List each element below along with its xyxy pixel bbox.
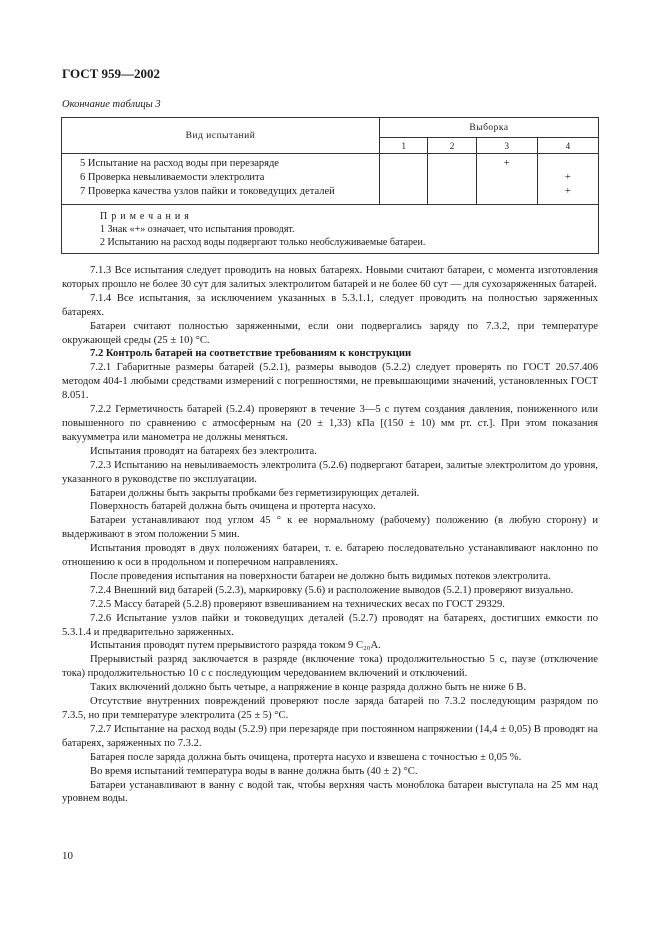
body-text bbox=[62, 264, 598, 806]
mark: + bbox=[503, 158, 510, 169]
col-sample-4: 4 bbox=[537, 138, 598, 154]
sample-3-marks bbox=[476, 154, 537, 205]
paragraph: Поверхность батарей должна быть очищена и протерта насухо. bbox=[90, 501, 376, 513]
paragraph: Таких включений должно быть четыре, а напряжение в конце разряда должно быть не ниже 6 В. bbox=[90, 682, 527, 694]
paragraph: Батареи считают полностью заряженными, если они подвергались заряду по 7.3.2, при температуре окружающей среды (25 ± 10) °С. bbox=[62, 320, 598, 346]
mark bbox=[428, 157, 475, 171]
paragraph: Испытания проводят путем прерывистого разряда током 9 C₂₀A. bbox=[90, 640, 381, 652]
paragraph: 7.2.4 Внешний вид батарей (5.2.3), маркировку (5.6) и расположение выводов (5.2.1) проверяют визуально. bbox=[90, 584, 574, 596]
paragraph: Испытания проводят на батареях без электролита. bbox=[90, 445, 317, 457]
section-heading: 7.2 Контроль батарей на соответствие требованиям к конструкции bbox=[90, 348, 412, 360]
paragraph: 7.2.1 Габаритные размеры батарей (5.2.1), размеры выводов (5.2.2) следует проверять по ГОСТ 20.57.406 методом 404-1 любыми средствами измерений с погрешностями, не превышающими значений, установленных ГОСТ 8.051. bbox=[62, 362, 598, 402]
table-row: 6 Проверка невыливаемости электролита bbox=[80, 172, 265, 183]
paragraph: Батарея после заряда должна быть очищена, протерта насухо и взвешена с точностью ± 0,05 %. bbox=[90, 751, 522, 763]
page-number: 10 bbox=[62, 850, 73, 862]
paragraph: Прерывистый разряд заключается в разряде (включение тока) продолжительностью 5 с, паузе (отключение тока) продолжительностью 10 с с последующим чередованием включений и отключений. bbox=[62, 654, 598, 680]
paragraph: 7.2.7 Испытание на расход воды (5.2.9) при перезаряде при постоянном напряжении (14,4 ± 0,05) В проводят на батареях, заряженных по 7.3.2. bbox=[62, 723, 598, 749]
table-row: 7 Проверка качества узлов пайки и токоведущих деталей bbox=[80, 186, 335, 197]
sample-4-marks bbox=[537, 154, 598, 205]
note-item: 2 Испытанию на расход воды подвергают только необслуживаемые батареи. bbox=[100, 237, 426, 248]
paragraph: Батареи устанавливают в ванну с водой так, чтобы верхняя часть моноблока батареи выступала на 25 мм над уровнем воды. bbox=[62, 779, 598, 805]
mark bbox=[380, 157, 427, 171]
paragraph: 7.1.4 Все испытания, за исключением указанных в 5.3.1.1, следует проводить на полностью заряженных батареях. bbox=[62, 292, 598, 318]
paragraph: Батареи должны быть закрыты пробками без герметизирующих деталей. bbox=[90, 487, 420, 499]
paragraph: После проведения испытания на поверхности батареи не должно быть видимых потеков электролита. bbox=[90, 570, 551, 582]
col-sample-3: 3 bbox=[476, 138, 537, 154]
col-test-type: Вид испытаний bbox=[62, 118, 380, 154]
test-names-cell bbox=[62, 154, 380, 205]
mark: + bbox=[564, 186, 571, 197]
paragraph: 7.2.2 Герметичность батарей (5.2.4) проверяют в течение 3—5 с путем создания давления, пониженного или повышенного по сравнению с атмосферным на (20 ± 1,33) кПа [(150 ± 10) мм рт. ст.]. При этом показания вакуумметра или манометра не должны меняться. bbox=[62, 404, 598, 443]
mark bbox=[380, 185, 427, 199]
sample-2-marks bbox=[428, 154, 476, 205]
mark bbox=[538, 157, 598, 171]
notes-title: Примечания bbox=[100, 211, 193, 222]
sample-1-marks bbox=[380, 154, 428, 205]
col-sample: Выборка bbox=[380, 118, 599, 138]
paragraph: 7.2.3 Испытанию на невыливаемость электролита (5.2.6) подвергают батареи, залитые электролитом до уровня, указанного в руководстве по эксплуатации. bbox=[62, 459, 598, 485]
paragraph: 7.1.3 Все испытания следует проводить на новых батареях. Новыми считают батареи, с момента изготовления которых прошло не более 30 сут для залитых электролитом батарей и не более 60 сут — для сухозаряженных батарей. bbox=[62, 265, 598, 290]
mark bbox=[380, 171, 427, 185]
paragraph: Батареи устанавливают под углом 45 ° к ее нормальному (рабочему) положению (в любую сторону) и выдерживают в этом положении 5 мин. bbox=[62, 515, 598, 541]
table-row: 5 Испытание на расход воды при перезаряде bbox=[80, 158, 279, 169]
table-caption: Окончание таблицы 3 bbox=[62, 99, 161, 110]
mark bbox=[428, 171, 475, 185]
document-header: ГОСТ 959—2002 bbox=[62, 66, 161, 81]
paragraph: 7.2.5 Массу батарей (5.2.8) проверяют взвешиванием на технических весах по ГОСТ 29329. bbox=[90, 598, 505, 610]
mark bbox=[477, 171, 537, 185]
test-table bbox=[61, 117, 599, 254]
mark bbox=[477, 185, 537, 199]
paragraph: Во время испытаний температура воды в ванне должна быть (40 ± 2) °С. bbox=[90, 765, 418, 777]
mark bbox=[428, 185, 475, 199]
col-sample-2: 2 bbox=[428, 138, 476, 154]
mark: + bbox=[564, 172, 571, 183]
note-item: 1 Знак «+» означает, что испытания проводят. bbox=[100, 224, 295, 235]
col-sample-1: 1 bbox=[380, 138, 428, 154]
paragraph: Отсутствие внутренних повреждений проверяют после заряда батарей по 7.3.2 последующим разрядом по 7.3.5, но при температуре электролита (25 ± 5) °С. bbox=[62, 696, 598, 721]
table-notes bbox=[62, 205, 599, 254]
paragraph: Испытания проводят в двух положениях батареи, т. е. батарею последовательно устанавливают наклонно по отношению к оси в продольном и поперечном направлениях. bbox=[62, 543, 598, 569]
paragraph: 7.2.6 Испытание узлов пайки и токоведущих деталей (5.2.7) проводят на батареях, достигших емкости по 5.3.1.4 и предварительно заряженных. bbox=[62, 612, 598, 638]
